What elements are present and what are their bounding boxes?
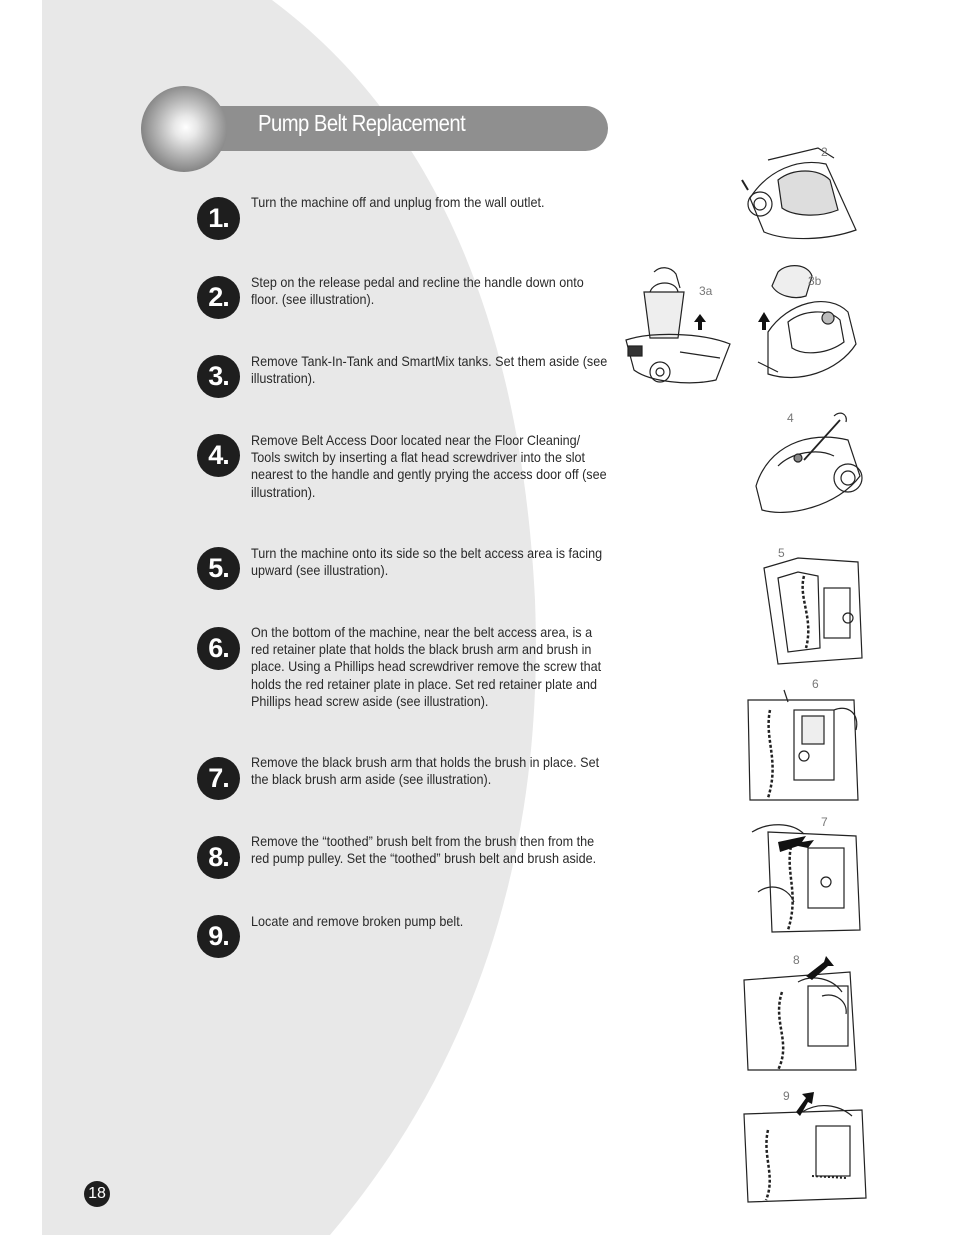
step-number: 6. <box>197 627 240 670</box>
header-orb-decoration <box>141 86 227 172</box>
illustration-tank-removal-b <box>748 262 863 392</box>
section-title: Pump Belt Replacement <box>258 110 466 136</box>
step-number: 5. <box>197 547 240 590</box>
page-number-badge: 18 <box>84 1181 110 1207</box>
step-instruction: Remove Belt Access Door located near the Floor Cleaning/ Tools switch by inserting a flat head screwdriver into the slot nearest to the handle and gently prying the access door off (see illustration). <box>251 432 607 500</box>
figure-label: 6 <box>812 677 819 691</box>
illustration-tank-removal-a <box>620 262 735 392</box>
step-instruction: Remove the “toothed” brush belt from the brush then from the red pump pulley. Set the “toothed” brush belt and brush aside. <box>251 833 597 867</box>
step-instruction: On the bottom of the machine, near the belt access area, is a red retainer plate that holds the black brush arm and brush in place. Using a Phillips head screwdriver remove the screw that holds the red retainer plate in place. Set red retainer plate and Phillips head screw aside (see illustration). <box>251 624 602 709</box>
illustration-machine-reclined <box>738 140 868 250</box>
step-number: 2. <box>197 276 240 319</box>
illustration-belt-access-door <box>748 406 868 526</box>
figure-label: 8 <box>793 953 800 967</box>
illustration-pump-belt-removal <box>742 1086 868 1206</box>
figure-label: 2 <box>821 145 828 159</box>
step-number: 8. <box>197 836 240 879</box>
figure-label: 9 <box>783 1089 790 1103</box>
step-instruction: Locate and remove broken pump belt. <box>251 913 464 929</box>
illustration-toothed-belt-removal <box>742 952 866 1076</box>
step-instruction: Remove the black brush arm that holds the brush in place. Set the black brush arm aside (see illustration). <box>251 754 600 788</box>
illustration-brush-arm-removal <box>748 812 868 936</box>
illustration-machine-on-side <box>758 548 868 668</box>
step-number: 1. <box>197 197 240 240</box>
figure-label: 5 <box>778 546 785 560</box>
step-instruction: Remove Tank-In-Tank and SmartMix tanks. Set them aside (see illustration). <box>251 353 608 387</box>
step-number: 3. <box>197 355 240 398</box>
figure-label: 3a <box>699 284 713 298</box>
figure-label: 3b <box>808 274 822 288</box>
step-instruction: Turn the machine off and unplug from the wall outlet. <box>251 194 545 210</box>
figure-label: 4 <box>787 411 794 425</box>
figure-label: 7 <box>821 815 828 829</box>
step-instruction: Turn the machine onto its side so the belt access area is facing upward (see illustration). <box>251 545 603 579</box>
step-instruction: Step on the release pedal and recline the handle down onto floor. (see illustration). <box>251 274 584 308</box>
step-number: 9. <box>197 915 240 958</box>
step-number: 4. <box>197 434 240 477</box>
step-number: 7. <box>197 757 240 800</box>
illustration-red-retainer-plate <box>744 680 866 804</box>
